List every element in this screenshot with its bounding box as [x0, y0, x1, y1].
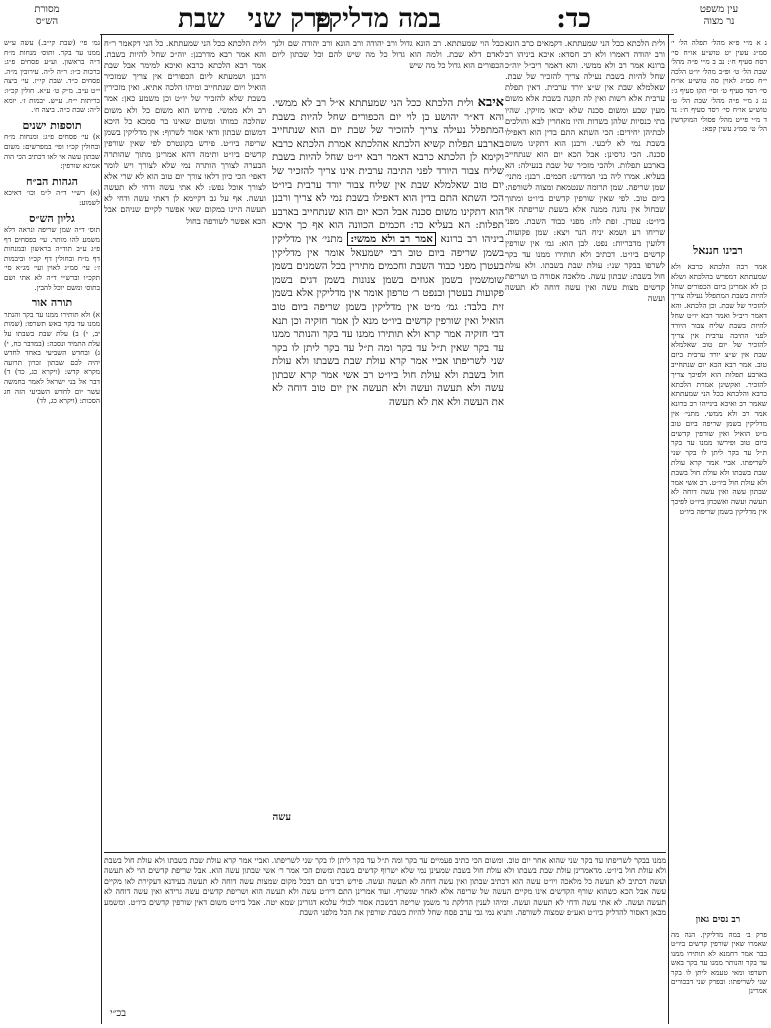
- folio-number: כד:: [556, 4, 591, 34]
- tosafot-yeshanim-title: תוספות ישנים: [22, 118, 82, 132]
- tosafot-yeshanim-text: א) עי׳ פסחים פ״ג: ומנחות מ״ח ובחולין קכ״ו ופי׳ במפרשים: משום שבתון עשה אי לאו דכתיב הכי הוה אמינא שורפין:: [4, 132, 100, 171]
- rav-nissim-column: [671, 930, 767, 1022]
- rashi-column: [505, 38, 665, 850]
- opening-word: איבא: [477, 96, 504, 110]
- tosafot-text: ולית הלכתא ככל הני שמעתתא. כל הני דקאמר ר״ח והא אמר רבא מדרבנן: יוה״כ שחל להיות בשבת. אמר רבא הלכתא כרבא ואיכא למימר אבל שבת ורבנן ושמעתא ליום הכפורים אין צריך שמזכיר הואיל ויום שנתחייב ומיהו הלכה אתיא. ואין מזכירין בשבת שלא להזכיר של יו״ט וכן משמע כאן: אמר רב ולא ממשי. פירוש הוא משום כל ולא משום שהלכה כמותו ומשום שאינו בר סמכא כל היכא דמשום שבתון ודאי אסור לשרוף: אין מדליקין בשמן שריפה ביו״ט. פירש בקונטרס לפי שאין שורפין קדשים ביו״ט ותימה דהא אמרינן מתוך שהותרה הבערה לצורך הותרה נמי שלא לצורך ויש לומר דאפי׳ הכי כיון דלאו צורך יום טוב הוא לא שרי אלא לצורך אוכל נפש: לא אתי עשה ודחי לא תעשה ועשה. אף על גב דקיימא לן דאתי עשה ודחי לא תעשה היינו במקום שאי אפשר לקיים שניהם אבל הכא אפשר לשורפה בחול: [104, 38, 266, 226]
- rav-nissim-text: פרק ב׳ במה מדליקין. הנה מה שאמרו שאין שורפין קדשים ביו״ט כבר אמר רחמנא לא תותירו ממנו עד בקר והנותר ממנו עד בקר באש תשרפו ומאי טעמא ליתן לו בקר שני לשריפתו: ובפרק שני דבכורים אמרינן: [671, 930, 767, 996]
- rabbenu-chananel-column: [671, 262, 767, 902]
- gilyon-hashas-text: תוס׳ ד״ה שמן שריפה ונראה דלא משמע להו מותר. עי׳ בפסחים דף פ״ג ע״ב תוד״ה בראשון ובמנחות דף מ״ח ובחולין דף קכ״ו וביבמות ז׳: עי׳ סמ״ג לאוין ועי׳ מג״א סי׳ תקכ״ו וברש״י ד״ה לא אתי ושם בתוס׳ ומשם יוכל להבין.: [4, 225, 100, 292]
- bottom-commentary-text: ממנו בבקר לשריפתו עד בקר שני שהוא אחר יום טוב. ומשום הכי כתיב פעמיים עד בקר ומה ת״ל עד בקר ליתן לו בקר שני לשריפתו. ואביי אמר קרא עולת שבת בשבתו ולא עולת חול בשבת ולא עולת חול ביו״ט. מדאמרינן עולת שבת בשבתו ולא עולת חול בשבת שמעינן נמי שלא ישרוף קדשים בשבת ומשום הכי אמר ר׳ אשי שבתון עשה הוא. אבל שריפת קדשים הוי לא תעשה ועשה דכתיב לא תעשה כל מלאכה ויו״ט עשה הוא דכתיב שבתון ואין עשה דוחה לא תעשה ועשה. פירש רבינו תם דבכל מקום שמצות עשה דוחה לא תעשה בעידנא דעקירת לאו מקיים עשה אבל הכא כשהוא שורף הקדשים אינו מקיים העשה של שריפה אלא לאחר שנשרף. ועוד אמרינן התם דיו״ט עשה ולא תעשה הוא ושריפת קדשים עשה גרידא ואין עשה דוחה לא תעשה ועשה. לא אתי עשה ודחי לא תעשה ועשה. ומיהו לענין הדלקת נר משמן שריפה דבשבת אסור לכולי עלמא דגזרינן שמא יטה. אבל ביו״ט משום דאין שורפין קדשים ביו״ט. ומשמע מכאן דאסור להדליק ביו״ט ואע״פ שמצוה לשורפה. ותניא נמי גבי ערב פסח שחל להיות בשבת שורפין את הכל מלפני השבת: [104, 856, 666, 918]
- rav-nissim-title: רב נסים גאון: [695, 915, 741, 925]
- hagahot-habach-title: הגהות הב״ח: [26, 174, 78, 188]
- rabbenu-chananel-text: אמר רבה הלכתא כרבא ולא שמעתתא דמפרש בהלכתא ושלא כן לא אמרינן ביום הכפורים שחל להיות בשבת המתפלל נעילה צריך להזכיר של שבת. וכן הלכתא. והא דאמר ריב״ל ואמר רבא יו״ט שחל להיות בשבת שליח צבור היורד לפני התיבה ערבית אין צריך להזכיר של יום טוב שאלמלא שבת אין ש״צ יורד ערבית ביום טוב. אמר רבא הכא יום שנתחייב בארבע תפלות הוא ולפיכך צריך להזכיר. ואקשינן אמרת הלכתא כרבא והלכתא ככל הני שמעתתא שאמר רב ואיכא בינייהו רב ברונא אמר רב ולא ממשי. מתני׳ אין מדליקין בשמן שריפה ביום טוב מ״ט הואיל ואין שורפין קדשים ביום טוב ופירשו ממנו עד בקר ת״ל עד בקר ליתן לו בקר שני לשריפתו. אביי אמר קרא עולת שבת בשבתו ולא עולת חול בשבת ולא עולת חול ביו״ט. רב אשי אמר שבתון עשה ואין עשה דוחה לא תעשה ועשה ואשכחן ביו״ט לפיכך אין מדליקין בשמן שריפה ביו״ט: [671, 262, 767, 516]
- torah-or-text: א) ולא תותירו ממנו עד בקר והנתר ממנו עד בקר באש תשרפו: (שמות יב, י) ב) עלת שבת בשבתו על עלת התמיד ונסכה: (במדבר כח, י) ג) ובחדש השביעי באחד לחדש יהיה לכם שבתון זכרון תרועה מקרא קדש: (ויקרא כג, כד) ד) דבר אל בני ישראל לאמר בחמשה עשר יום לחדש השביעי הזה חג הסכות: (ויקרא כג, לד): [4, 309, 100, 406]
- gilyon-hashas-title: גליון הש״ס: [29, 211, 75, 225]
- gemara-top-text: [272, 38, 504, 94]
- gemara-text-2: מתני׳ אין מדליקין בשמן שריפה ביום טוב רבי ישמעאל אומר אין מדליקין בעטרן מפני כבוד השבת וחכמים מתירין בכל השמנים בשמן שומשמין בשמן אגוזים בשמן צנונות בשמן דגים בשמן פקועות בעטרן ובנפט ר׳ טרפון אומר אין מדליקין אלא בשמן זית בלבד: גמ׳ מ״ט אין מדליקין בשמן שריפה ביום טוב הואיל ואין שורפין קדשים ביו״ט מנא לן אמר חזקיה וכן תנא דבי חזקיה אמר קרא ולא תותירו ממנו עד בקר והנותר ממנו עד בקר שאין ת״ל עד בקר ומה ת״ל עד בקר ליתן לו בקר שני לשריפתו אביי אמר קרא עולת שבת בשבתו ולא עולת חול בשבת ולא עולת חול ביו״ט רב אשי אמר קרא שבתון עשה ולא תעשה ועשה ולא תעשה אין יום טוב דוחה לא את העשה ולא את לא תעשה: [272, 233, 504, 409]
- header-rule: [100, 34, 674, 35]
- tractate-title: שבת: [178, 4, 225, 34]
- gemara-end-word: עשה: [272, 812, 291, 823]
- gemara-text-1: ולית הלכתא ככל הני שמעתתא א״ל רב לא ממשי. והא דא״ר יהושע בן לוי יום הכפורים שחל להיות בשבת המתפלל נעילה צריך להזכיר של שבת יום הוא שנתחייב בארבע תפלות קשיא הלכתא אהלכתא אמרת הלכתא כרבא וקימא לן הלכתא כרבא דאמר רבא יו״ט שחל להיות בשבת שליח צבור היורד לפני התיבה ערבית אינו צריך להזכיר של יום טוב שאלמלא שבת אין שליח צבור יורד ערבית ביו״ט הכי השתא התם בדין הוא דאפילו בשבת נמי לא צריך ורבנן הוא דתקינו משום סכנה אבל הכא יום הוא שנתחייב בארבע תפלות: הא בעליא כד: חכמים הכוונה הוא אף כך איכא ביניהו רב ברונא: [272, 98, 504, 245]
- left-margin-column: [4, 38, 100, 1023]
- mesoret-label: מסורת הש״ס: [34, 4, 60, 27]
- catchword: בכ״י: [110, 1008, 127, 1019]
- rashi-text: ולית הלכתא ככל הני שמעתתא. דקמאים כרב הונא ורב יהודה דאמרו ולא רב חסדא: איכא ביניהו רב ברונא אמר רב ולא ממשי. והא דאמר ריב״ל יוה״כ שחל להיות בשבת נעילה צריך להזכיר של שבת. שאלמלא שבת אין ש״צ יורד ערבית. דאין תפלת ערבית אלא רשות ואין לה תקנה בשבת אלא משום מעין שבע ומשום סכנה שלא יבואו מזיקין. שהיו בתי כנסיות שלהן בשדות והיו מאחרין לבא והולכים לבתיהן יחידים: הכי השתא התם בדין הוא דאפילו בשבת נמי לא ליבעי. ורבנן הוא דתקינו משום סכנה. הכי גרסינן: אבל הכא יום הוא שנתחייב בארבע תפלות. ולהכי מזכיר של שבת בנעילה: הא בעליא. אמרו ליה בני המדרש: חכמים. רבנן: מתני׳ שמן שריפה. שמן תרומה שנטמאת ומצוה לשורפה: ביום טוב. לפי שאין שורפין קדשים ביו״ט ומתוך שבחול אין נהנה ממנה אלא בשעת שריפתה אף ביו״ט: עטרן. זפת לח: מפני כבוד השבת. מפני שריחו רע ושמא יניח הנר ויצא: שמן פקועות. דלועין מדבריות: נפט. לבן הוא: גמ׳ אין שורפין קדשים ביו״ט. דכתיב ולא תותירו ממנו עד בקר לשרפו בבקר שני: עולת שבת בשבתו. ולא עולת חול בשבת: שבתון עשה. מלאכה אסורה בו ושריפת קדשים מצות עשה ואין עשה דוחה לא תעשה ועשה: [505, 38, 665, 304]
- highlighted-phrase[interactable]: אמר רב ולא ממשי:: [347, 232, 435, 246]
- bottom-section-rule: [104, 852, 666, 853]
- mesoret-hashas-text: גמ׳ פי׳ (שבת קי״ב.) עשה ע״ש ממנו עד בקר. ותוס׳ מנחות מ״ח ד״ה בראשון. וע״ע פסחים פ״ג: ברכות כ״ו: ר״ה ל״ה. עירובין מ״ה. פסחים כ״ד. שבת קי״ז. עי׳ ביצה י״ט ע״ב. מ״ק ט׳ ע״א. חולין קכ״ו: כריתות י״ח. ע״ש. יבמות ז׳. יומא ל״ה: שבת כ״ה. ביצה ח׳.: [4, 38, 100, 115]
- bottom-commentary: [104, 856, 666, 1026]
- tosafot-column: [104, 38, 266, 850]
- ein-mishpat-text: נ א מ״י פ״א מהל׳ תפלה הל׳ י׳ סמ״ג עשין יט טוש״ע או״ח סי׳ רסח סעיף ח׳: נב ב מ״י פ״ה מהל׳ שבת הל׳ ט׳ ופ״ב מהל׳ יו״ט הלכה י״ח סמ״ג לאוין סה טוש״ע או״ח סי׳ רסד סעיף ט׳ וסי׳ תקז סעיף ג׳: נג ג מ״י פ״ה מהל׳ שבת הל׳ ט׳ טוש״ע או״ח סי׳ רסד סעיף ח׳: נד ד מ״י פי״ט מהל׳ פסולי המוקדשין הל׳ ט׳ סמ״ג עשין קפא:: [671, 38, 767, 134]
- hagahot-habach-text: (א) רש״י ד״ה ל״מ וכו׳ דאיכא לשמוע:: [4, 188, 100, 207]
- right-column-rule: [668, 34, 669, 1024]
- torah-or-title: תורה אור: [31, 296, 73, 310]
- ein-mishpat-label: עין משפט נר מצוה: [699, 4, 739, 27]
- gemara-body: [272, 96, 504, 410]
- gemara-column: [272, 96, 504, 810]
- rabbenu-chananel-title: רבינו חננאל: [693, 244, 743, 257]
- chapter-title: במה מדליקין: [314, 4, 441, 34]
- gemara-top-paragraph: כבל הוי שמעתתא. רב הונא גדול ורב יהודה ורב הונא ורב יהודה שם ולנך לאדם דלא שבת. ולמה הוא גדול כל מה שיש להם וכל שבתון ליום הכפורים הוא גדול כל מה שיש: [272, 38, 504, 71]
- perek-label: פרק שני: [247, 4, 331, 34]
- left-column-rule: [101, 34, 102, 1024]
